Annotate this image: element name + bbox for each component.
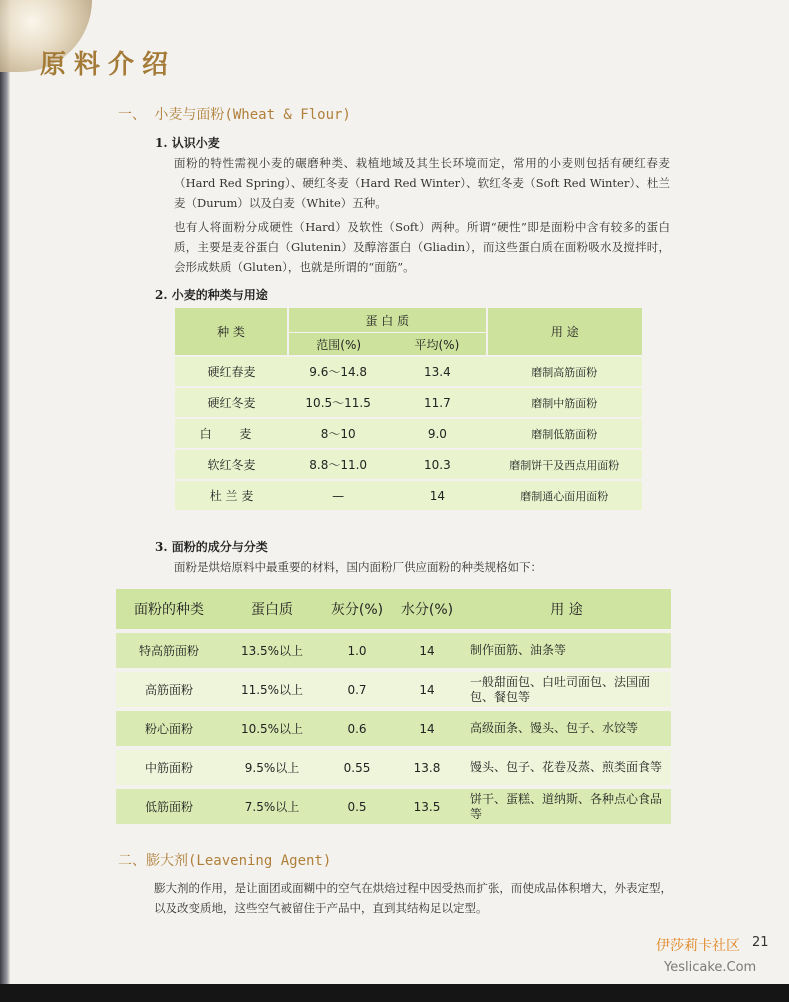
- flour-use: 高级面条、馒头、包子、水饺等: [462, 709, 671, 748]
- wheat-use: 磨制中筋面粉: [487, 387, 643, 418]
- flour-col-ash: 灰分(%): [322, 589, 392, 631]
- flour-use: 饼干、蛋糕、道纳斯、各种点心食品等: [462, 787, 671, 824]
- flour-kind: 中筋面粉: [116, 748, 222, 787]
- flour-use: 一般甜面包、白吐司面包、法国面包、餐包等: [462, 670, 671, 709]
- wheat-kind: 硬红春麦: [175, 356, 288, 387]
- flour-protein: 10.5%以上: [222, 709, 322, 748]
- table-row: [175, 387, 642, 418]
- wheat-avg: 10.3: [388, 449, 486, 480]
- wheat-use: 磨制低筋面粉: [487, 418, 643, 449]
- wheat-avg: 9.0: [388, 418, 486, 449]
- wheat-avg: 13.4: [388, 356, 486, 387]
- book-binding-shadow: [0, 0, 10, 1002]
- scan-bottom-edge: [0, 984, 789, 1002]
- wheat-range: —: [288, 480, 388, 510]
- flour-kind: 高筋面粉: [116, 670, 222, 709]
- flour-protein: 7.5%以上: [222, 787, 322, 824]
- flour-ash: 1.0: [322, 631, 392, 670]
- table-row: [116, 709, 671, 748]
- footer-site-watermark: Yeslicake.Com: [664, 960, 757, 975]
- wheat-kind: 杜 兰 麦: [175, 480, 288, 510]
- flour-protein: 11.5%以上: [222, 670, 322, 709]
- wheat-avg: 14: [388, 480, 486, 510]
- wheat-col-kind: 种 类: [175, 308, 288, 356]
- flour-kind: 特高筋面粉: [116, 631, 222, 670]
- wheat-range: 10.5～11.5: [288, 387, 388, 418]
- page-title: 原料介绍: [40, 50, 177, 80]
- page-number: 21: [752, 935, 769, 950]
- flour-col-use: 用 途: [462, 589, 671, 631]
- flour-col-protein: 蛋白质: [222, 589, 322, 631]
- wheat-use: 磨制饼干及西点用面粉: [487, 449, 643, 480]
- section2-heading: 二、膨大剂(Leavening Agent): [118, 853, 332, 869]
- flour-kind: 粉心面粉: [116, 709, 222, 748]
- wheat-avg: 11.7: [388, 387, 486, 418]
- wheat-col-use: 用 途: [487, 308, 643, 356]
- flour-moisture: 13.8: [392, 748, 462, 787]
- section2-paragraph: 膨大剂的作用，是让面团或面糊中的空气在烘焙过程中因受热而扩张，而使成品体积增大，外表定型，以及改变质地，这些空气被留住于产品中，直到其结构足以定型。: [154, 881, 672, 915]
- wheat-types-table: [175, 308, 642, 510]
- sub3-title: 3. 面粉的成分与分类: [155, 540, 268, 554]
- sub1-title: 1. 认识小麦: [155, 136, 220, 150]
- wheat-col-avg: 平均(%): [388, 333, 486, 357]
- wheat-kind: 白 麦: [175, 418, 288, 449]
- section1-heading: 一、 小麦与面粉(Wheat & Flour): [118, 107, 351, 123]
- flour-moisture: 13.5: [392, 787, 462, 824]
- flour-ash: 0.55: [322, 748, 392, 787]
- wheat-kind: 硬红冬麦: [175, 387, 288, 418]
- wheat-col-protein: 蛋 白 质: [288, 308, 486, 333]
- wheat-range: 8～10: [288, 418, 388, 449]
- flour-protein: 13.5%以上: [222, 631, 322, 670]
- table-row: [116, 748, 671, 787]
- table-row: [175, 480, 642, 510]
- table-row: [116, 631, 671, 670]
- table-row: [116, 670, 671, 709]
- sub3-paragraph: 面粉是烘焙原料中最重要的材料，国内面粉厂供应面粉的种类规格如下：: [174, 560, 542, 574]
- wheat-col-range: 范围(%): [288, 333, 388, 357]
- table-row: [175, 418, 642, 449]
- sub1-paragraph-1: 面粉的特性需视小麦的碾磨种类、栽植地域及其生长环境而定，常用的小麦则包括有硬红春麦（Hard Red Spring）、硬红冬麦（Hard Red Winter）、软红冬麦（Soft Red Winter）、杜兰麦（Durum）以及白麦（White）五种。: [174, 156, 670, 210]
- wheat-use: 磨制高筋面粉: [487, 356, 643, 387]
- flour-use: 制作面筋、油条等: [462, 631, 671, 670]
- flour-col-kind: 面粉的种类: [116, 589, 222, 631]
- flour-moisture: 14: [392, 709, 462, 748]
- flour-use: 馒头、包子、花卷及蒸、煎类面食等: [462, 748, 671, 787]
- footer-brand-watermark: 伊莎莉卡社区: [656, 938, 740, 954]
- wheat-range: 9.6～14.8: [288, 356, 388, 387]
- wheat-kind: 软红冬麦: [175, 449, 288, 480]
- table-row: [116, 787, 671, 824]
- flour-kind: 低筋面粉: [116, 787, 222, 824]
- wheat-use: 磨制通心面用面粉: [487, 480, 643, 510]
- flour-types-table: [116, 589, 671, 824]
- sub1-paragraph-2: 也有人将面粉分成硬性（Hard）及软性（Soft）两种。所谓“硬性”即是面粉中含有较多的蛋白质，主要是麦谷蛋白（Glutenin）及醇溶蛋白（Gliadin），而这些蛋白质在面粉吸水及搅拌时，会形成麸质（Gluten），也就是所谓的“面筋”。: [174, 220, 670, 274]
- wheat-range: 8.8～11.0: [288, 449, 388, 480]
- flour-ash: 0.5: [322, 787, 392, 824]
- flour-col-moisture: 水分(%): [392, 589, 462, 631]
- flour-moisture: 14: [392, 670, 462, 709]
- flour-protein: 9.5%以上: [222, 748, 322, 787]
- sub2-title: 2. 小麦的种类与用途: [155, 288, 268, 302]
- flour-ash: 0.7: [322, 670, 392, 709]
- flour-moisture: 14: [392, 631, 462, 670]
- flour-ash: 0.6: [322, 709, 392, 748]
- table-row: [175, 356, 642, 387]
- table-row: [175, 449, 642, 480]
